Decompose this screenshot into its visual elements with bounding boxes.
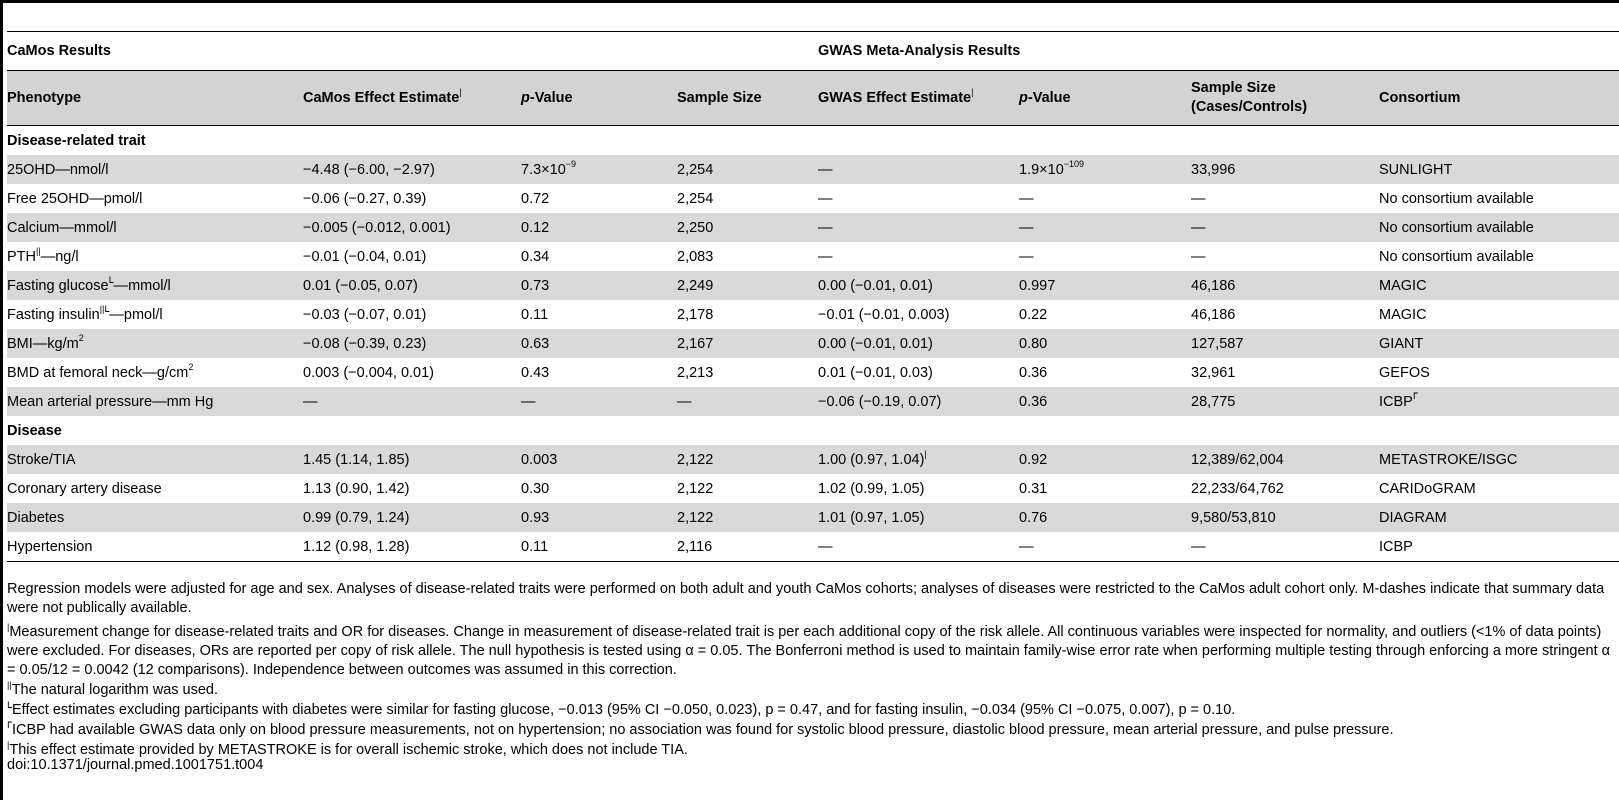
cell-camos-pvalue (521, 329, 677, 358)
cell-gwas-sample-size-text: — (1191, 538, 1206, 555)
cell-camos-pvalue-text: 0.43 (521, 364, 550, 381)
doi-text: doi:10.1371/journal.pmed.1001751.t004 (7, 757, 264, 773)
table-row (7, 387, 1619, 416)
cell-phenotype (7, 242, 303, 271)
cell-gwas-sample-size-text: 12,389/62,004 (1191, 451, 1284, 468)
cell-gwas-pvalue (1019, 242, 1191, 271)
col-camos-pvalue (521, 71, 677, 126)
cell-camos-effect-text: 1.12 (0.98, 1.28) (303, 538, 410, 555)
cell-camos-pvalue (521, 532, 677, 562)
cell-gwas-effect-text: 1.00 (0.97, 1.04) (818, 451, 925, 468)
cell-camos-pvalue (521, 213, 677, 242)
cell-phenotype (7, 358, 303, 387)
footnote-1 (7, 618, 1619, 680)
cell-gwas-pvalue (1019, 329, 1191, 358)
cell-camos-pvalue (521, 445, 677, 474)
cell-gwas-pvalue (1019, 532, 1191, 562)
cell-gwas-effect (818, 300, 1019, 329)
cell-camos-sample-size-text: 2,116 (677, 538, 713, 555)
cell-gwas-sample-size (1191, 213, 1379, 242)
footnote-mark: ᒥ (7, 720, 13, 730)
cell-phenotype-suffix: —ng/l (40, 248, 79, 265)
cell-camos-effect-text: −0.08 (−0.39, 0.23) (303, 335, 427, 352)
table-row (7, 242, 1619, 271)
camos-group-label: CaMos Results (7, 32, 818, 71)
col-gwas-pvalue (1019, 71, 1191, 126)
cell-camos-effect (303, 271, 521, 300)
table-row (7, 358, 1619, 387)
cell-camos-pvalue-text: 0.11 (521, 538, 549, 555)
cell-camos-pvalue (521, 155, 677, 184)
cell-gwas-sample-size-text: 22,233/64,762 (1191, 480, 1284, 497)
cell-camos-sample-size-text: 2,254 (677, 161, 714, 178)
cell-camos-pvalue-text: 0.30 (521, 480, 550, 497)
footnote-mark: | (7, 622, 10, 632)
cell-phenotype-suffix: —pmol/l (109, 306, 163, 323)
cell-phenotype-text: Diabetes (7, 509, 65, 526)
cell-gwas-sample-size-text: 46,186 (1191, 277, 1236, 294)
cell-consortium (1379, 155, 1619, 184)
cell-phenotype-text: Stroke/TIA (7, 451, 76, 468)
cell-camos-effect (303, 358, 521, 387)
section-label: Disease (7, 422, 62, 439)
cell-gwas-effect (818, 213, 1019, 242)
cell-gwas-pvalue (1019, 300, 1191, 329)
cell-consortium (1379, 474, 1619, 503)
cell-camos-sample-size-text: 2,122 (677, 451, 714, 468)
cell-camos-sample-size (677, 242, 818, 271)
cell-camos-sample-size (677, 213, 818, 242)
col-camos-sample-size: Sample Size (677, 71, 818, 126)
footnote-text: Effect estimates excluding participants with diabetes were similar for fasting glucose, −0.013 (95% CI −0.050, 0.023), p = 0.47, and for fasting insulin, −0.034 (95% CI −0.075, 0.007), p = 0.10. (12, 702, 1236, 718)
cell-camos-effect (303, 474, 521, 503)
cell-consortium-text: GIANT (1379, 335, 1424, 352)
cell-gwas-pvalue (1019, 155, 1191, 184)
cell-gwas-pvalue (1019, 474, 1191, 503)
cell-camos-sample-size-text: 2,213 (677, 364, 714, 381)
cell-gwas-pvalue-text: — (1019, 219, 1034, 236)
cell-camos-sample-size (677, 503, 818, 532)
cell-camos-sample-size-text: 2,254 (677, 190, 714, 207)
cell-gwas-effect-text: 1.02 (0.99, 1.05) (818, 480, 925, 497)
cell-gwas-pvalue-text: 0.22 (1019, 306, 1048, 323)
cell-camos-sample-size-text: 2,178 (677, 306, 714, 323)
superscript: || (36, 245, 41, 256)
cell-gwas-sample-size (1191, 300, 1379, 329)
cell-camos-effect-text: −0.01 (−0.04, 0.01) (303, 248, 427, 265)
cell-gwas-pvalue-text: — (1019, 248, 1034, 265)
cell-consortium-text: MAGIC (1379, 277, 1427, 294)
cell-camos-effect-text: 1.13 (0.90, 1.42) (303, 480, 410, 497)
disease-rows (7, 445, 1619, 562)
p-italic: p (521, 89, 530, 106)
cell-phenotype (7, 445, 303, 474)
cell-gwas-sample-size-text: 9,580/53,810 (1191, 509, 1276, 526)
cell-camos-effect (303, 503, 521, 532)
cell-gwas-pvalue (1019, 184, 1191, 213)
cell-phenotype-text: Free 25OHD—pmol/l (7, 190, 143, 207)
cell-camos-pvalue-text: — (521, 393, 536, 410)
cell-camos-effect-text: 0.01 (−0.05, 0.07) (303, 277, 418, 294)
cell-camos-pvalue-text: 0.73 (521, 277, 550, 294)
table-row (7, 445, 1619, 474)
cell-phenotype (7, 387, 303, 416)
cell-consortium-text: DIAGRAM (1379, 509, 1447, 526)
cell-phenotype (7, 300, 303, 329)
col-camos-effect (303, 71, 521, 126)
superscript: 2 (78, 332, 84, 343)
cell-gwas-sample-size-text: 127,587 (1191, 335, 1244, 352)
cell-camos-sample-size (677, 532, 818, 562)
gwas-group-label: GWAS Meta-Analysis Results (818, 32, 1619, 71)
cell-gwas-effect-text: 0.00 (−0.01, 0.01) (818, 277, 933, 294)
cell-camos-effect (303, 300, 521, 329)
col-consortium: Consortium (1379, 71, 1619, 126)
cell-gwas-effect (818, 503, 1019, 532)
cell-gwas-pvalue-text: 0.31 (1019, 480, 1048, 497)
top-border (0, 0, 1619, 3)
footnote-mark: ᒪ (7, 700, 13, 710)
cell-phenotype (7, 184, 303, 213)
cell-camos-effect-text: 0.003 (−0.004, 0.01) (303, 364, 435, 381)
cell-phenotype-suffix: —mmol/l (113, 277, 171, 294)
cell-camos-sample-size (677, 445, 818, 474)
superscript: −109 (1063, 158, 1085, 169)
cell-camos-effect-text: 1.45 (1.14, 1.85) (303, 451, 410, 468)
cell-gwas-sample-size (1191, 358, 1379, 387)
cell-consortium-text: GEFOS (1379, 364, 1430, 381)
cell-consortium-text: No consortium available (1379, 219, 1534, 236)
cell-camos-sample-size-text: 2,167 (677, 335, 714, 352)
cell-gwas-effect (818, 242, 1019, 271)
cell-phenotype-text: BMI—kg/m (7, 335, 79, 352)
column-header-row (7, 71, 1619, 126)
cell-camos-effect (303, 242, 521, 271)
col-phenotype: Phenotype (7, 71, 303, 126)
cell-camos-pvalue-text: 0.63 (521, 335, 550, 352)
cell-camos-sample-size (677, 474, 818, 503)
cell-consortium-text: ICBP (1379, 393, 1413, 410)
cell-gwas-sample-size (1191, 387, 1379, 416)
footnote-text: The natural logarithm was used. (11, 682, 219, 698)
table-row (7, 184, 1619, 213)
cell-camos-sample-size (677, 358, 818, 387)
cell-camos-sample-size-text: 2,250 (677, 219, 714, 236)
cell-camos-sample-size-text: — (677, 393, 692, 410)
cell-gwas-pvalue-text: 0.36 (1019, 364, 1048, 381)
cell-camos-sample-size (677, 329, 818, 358)
cell-camos-pvalue-text: 0.72 (521, 190, 550, 207)
cell-phenotype (7, 155, 303, 184)
table-row (7, 503, 1619, 532)
cell-camos-pvalue (521, 358, 677, 387)
cell-gwas-pvalue (1019, 213, 1191, 242)
cell-consortium (1379, 300, 1619, 329)
cell-phenotype-text: Calcium—mmol/l (7, 219, 117, 236)
cell-gwas-sample-size (1191, 271, 1379, 300)
cell-camos-effect-text: −0.005 (−0.012, 0.001) (303, 219, 451, 236)
cell-camos-effect-text: — (303, 393, 318, 410)
cell-gwas-sample-size-text: — (1191, 219, 1206, 236)
cell-camos-effect (303, 532, 521, 562)
cell-gwas-sample-size-text: 32,961 (1191, 364, 1236, 381)
cell-phenotype (7, 474, 303, 503)
trait-rows (7, 155, 1619, 416)
cell-gwas-effect (818, 358, 1019, 387)
cell-gwas-effect (818, 445, 1019, 474)
cell-camos-sample-size (677, 387, 818, 416)
cell-gwas-pvalue-text: 0.36 (1019, 393, 1048, 410)
cell-consortium (1379, 242, 1619, 271)
footnote-mark: | (459, 86, 462, 97)
footnote-general: Regression models were adjusted for age and sex. Analyses of disease-related traits were performed on both adult and youth CaMos cohorts; analyses of diseases were restricted to the CaMos adult cohort only. M-dashes indicate that summary data were not publically available. (7, 581, 1605, 616)
cell-phenotype (7, 329, 303, 358)
footnote-text: ICBP had available GWAS data only on blood pressure measurements, not on hypertension; no association was found for systolic blood pressure, diastolic blood pressure, mean arterial pressure, and pulse pressure. (12, 722, 1394, 738)
superscript: 2 (188, 361, 194, 372)
cell-gwas-effect-text: — (818, 538, 833, 555)
cell-camos-pvalue-text: 0.003 (521, 451, 558, 468)
cell-camos-effect (303, 184, 521, 213)
cell-camos-pvalue (521, 242, 677, 271)
p-rest: -Value (529, 89, 573, 106)
cell-gwas-sample-size (1191, 474, 1379, 503)
cell-phenotype-text: PTH (7, 248, 36, 265)
cell-phenotype (7, 213, 303, 242)
cell-gwas-pvalue-text: 1.9×10 (1019, 161, 1064, 178)
cell-consortium (1379, 358, 1619, 387)
cell-camos-effect (303, 445, 521, 474)
cell-gwas-effect-text: 1.01 (0.97, 1.05) (818, 509, 925, 526)
cell-gwas-sample-size (1191, 184, 1379, 213)
cell-camos-sample-size (677, 184, 818, 213)
cell-gwas-sample-size-text: 46,186 (1191, 306, 1236, 323)
cell-gwas-sample-size (1191, 532, 1379, 562)
superscript: −9 (565, 158, 577, 169)
cell-camos-effect-text: 0.99 (0.79, 1.24) (303, 509, 410, 526)
cell-camos-sample-size-text: 2,122 (677, 480, 714, 497)
superscript: ᒥ (1412, 390, 1418, 401)
table-row (7, 532, 1619, 562)
footnote-mark: | (971, 86, 974, 97)
cell-gwas-pvalue (1019, 503, 1191, 532)
cell-gwas-effect (818, 155, 1019, 184)
cell-gwas-sample-size (1191, 242, 1379, 271)
superscript: ᒪ (108, 274, 114, 285)
cell-camos-effect-text: −0.03 (−0.07, 0.01) (303, 306, 427, 323)
cell-consortium-text: ICBP (1379, 538, 1413, 555)
footnote-text: This effect estimate provided by METASTROKE is for overall ischemic stroke, which does not include TIA. (9, 742, 688, 758)
cell-gwas-effect (818, 184, 1019, 213)
cell-gwas-pvalue-text: 0.997 (1019, 277, 1056, 294)
cell-gwas-effect-text: −0.01 (−0.01, 0.003) (818, 306, 950, 323)
cell-camos-effect-text: −0.06 (−0.27, 0.39) (303, 190, 427, 207)
cell-gwas-sample-size (1191, 503, 1379, 532)
cell-consortium (1379, 387, 1619, 416)
cell-camos-sample-size-text: 2,249 (677, 277, 714, 294)
cell-consortium-text: SUNLIGHT (1379, 161, 1453, 178)
cell-gwas-effect-text: — (818, 161, 833, 178)
footnote-mark: || (7, 680, 12, 690)
col-camos-effect-label: CaMos Effect Estimate (303, 89, 460, 106)
cell-gwas-sample-size (1191, 155, 1379, 184)
col-gwas-n-line1: Sample Size (1191, 80, 1276, 96)
cell-camos-sample-size-text: 2,083 (677, 248, 714, 265)
cell-phenotype-text: Fasting insulin (7, 306, 100, 323)
cell-camos-effect (303, 387, 521, 416)
table-row (7, 155, 1619, 184)
cell-camos-sample-size-text: 2,122 (677, 509, 714, 526)
cell-consortium (1379, 184, 1619, 213)
cell-camos-pvalue-text: 0.93 (521, 509, 550, 526)
section-row-diseases (7, 416, 1619, 445)
cell-phenotype-text: Mean arterial pressure—mm Hg (7, 393, 214, 410)
p-rest: -Value (1027, 89, 1071, 106)
results-table (7, 31, 1619, 562)
cell-camos-pvalue (521, 300, 677, 329)
cell-camos-pvalue-text: 0.34 (521, 248, 550, 265)
cell-phenotype (7, 271, 303, 300)
footnote-text: Measurement change for disease-related traits and OR for diseases. Change in measurement of disease-related trait is per each additional copy of the risk allele. All continuous variables were inspected for normality, and outliers (<1% of data points) were excluded. For diseases, ORs are reported per copy of risk allele. The null hypothesis is tested using α = 0.05. The Bonferroni method is used to maintain family-wise error rate when performing multiple testing through enforcing a more stringent α = 0.05/12 = 0.0042 (12 comparisons). Independence between outcomes was assumed in this correction. (7, 624, 1611, 678)
cell-camos-pvalue (521, 387, 677, 416)
cell-consortium (1379, 329, 1619, 358)
cell-phenotype-text: Coronary artery disease (7, 480, 162, 497)
cell-camos-sample-size (677, 271, 818, 300)
cell-consortium (1379, 532, 1619, 562)
p-italic: p (1019, 89, 1028, 106)
cell-gwas-effect-text: — (818, 190, 833, 207)
cell-phenotype-text: Hypertension (7, 538, 93, 555)
cell-phenotype (7, 503, 303, 532)
cell-gwas-pvalue-text: 0.92 (1019, 451, 1048, 468)
cell-gwas-pvalue-text: 0.80 (1019, 335, 1048, 352)
cell-gwas-effect (818, 387, 1019, 416)
cell-gwas-effect-text: — (818, 248, 833, 265)
cell-gwas-sample-size-text: — (1191, 190, 1206, 207)
cell-camos-pvalue (521, 271, 677, 300)
cell-gwas-pvalue (1019, 445, 1191, 474)
cell-consortium-text: METASTROKE/ISGC (1379, 451, 1518, 468)
table-row (7, 271, 1619, 300)
footnote-mark: | (7, 740, 10, 750)
cell-gwas-effect (818, 532, 1019, 562)
superscript: ||ᒪ (99, 303, 110, 314)
cell-gwas-effect (818, 474, 1019, 503)
cell-camos-effect (303, 155, 521, 184)
cell-gwas-effect-text: — (818, 219, 833, 236)
cell-camos-pvalue-text: 7.3×10 (521, 161, 566, 178)
col-gwas-effect (818, 71, 1019, 126)
table-row (7, 474, 1619, 503)
cell-gwas-effect-text: 0.01 (−0.01, 0.03) (818, 364, 933, 381)
cell-phenotype (7, 532, 303, 562)
cell-camos-pvalue-text: 0.11 (521, 306, 549, 323)
cell-camos-effect (303, 329, 521, 358)
cell-phenotype-text: BMD at femoral neck—g/cm (7, 364, 189, 381)
cell-gwas-effect (818, 329, 1019, 358)
cell-consortium-text: No consortium available (1379, 248, 1534, 265)
left-border (0, 0, 3, 800)
table-row (7, 329, 1619, 358)
cell-camos-pvalue-text: 0.12 (521, 219, 550, 236)
cell-camos-effect-text: −4.48 (−6.00, −2.97) (303, 161, 435, 178)
cell-camos-pvalue (521, 503, 677, 532)
cell-gwas-sample-size-text: — (1191, 248, 1206, 265)
cell-consortium (1379, 213, 1619, 242)
cell-gwas-effect-text: 0.00 (−0.01, 0.01) (818, 335, 933, 352)
table-row (7, 300, 1619, 329)
cell-gwas-pvalue-text: — (1019, 538, 1034, 555)
cell-phenotype-text: Fasting glucose (7, 277, 109, 294)
cell-gwas-sample-size-text: 33,996 (1191, 161, 1236, 178)
section-row-traits (7, 126, 1619, 156)
cell-gwas-pvalue-text: 0.76 (1019, 509, 1048, 526)
cell-consortium-text: CARIDoGRAM (1379, 480, 1476, 497)
cell-camos-pvalue (521, 474, 677, 503)
cell-camos-pvalue (521, 184, 677, 213)
cell-phenotype-text: 25OHD—nmol/l (7, 161, 109, 178)
cell-camos-sample-size (677, 155, 818, 184)
cell-consortium (1379, 271, 1619, 300)
cell-gwas-sample-size-text: 28,775 (1191, 393, 1236, 410)
cell-gwas-pvalue (1019, 387, 1191, 416)
cell-gwas-effect-text: −0.06 (−0.19, 0.07) (818, 393, 942, 410)
cell-camos-sample-size (677, 300, 818, 329)
cell-gwas-sample-size (1191, 329, 1379, 358)
cell-consortium-text: No consortium available (1379, 190, 1534, 207)
cell-gwas-pvalue-text: — (1019, 190, 1034, 207)
col-gwas-sample-size (1191, 71, 1379, 126)
cell-consortium-text: MAGIC (1379, 306, 1427, 323)
col-gwas-n-line2: (Cases/Controls) (1191, 99, 1308, 115)
cell-consortium (1379, 503, 1619, 532)
table-row (7, 213, 1619, 242)
section-label: Disease-related trait (7, 132, 146, 149)
cell-camos-effect (303, 213, 521, 242)
cell-gwas-sample-size (1191, 445, 1379, 474)
col-gwas-effect-label: GWAS Effect Estimate (818, 89, 972, 106)
cell-consortium (1379, 445, 1619, 474)
cell-gwas-pvalue (1019, 358, 1191, 387)
superscript: | (924, 448, 927, 459)
cell-gwas-effect (818, 271, 1019, 300)
cell-gwas-pvalue (1019, 271, 1191, 300)
group-header-row (7, 32, 1619, 71)
